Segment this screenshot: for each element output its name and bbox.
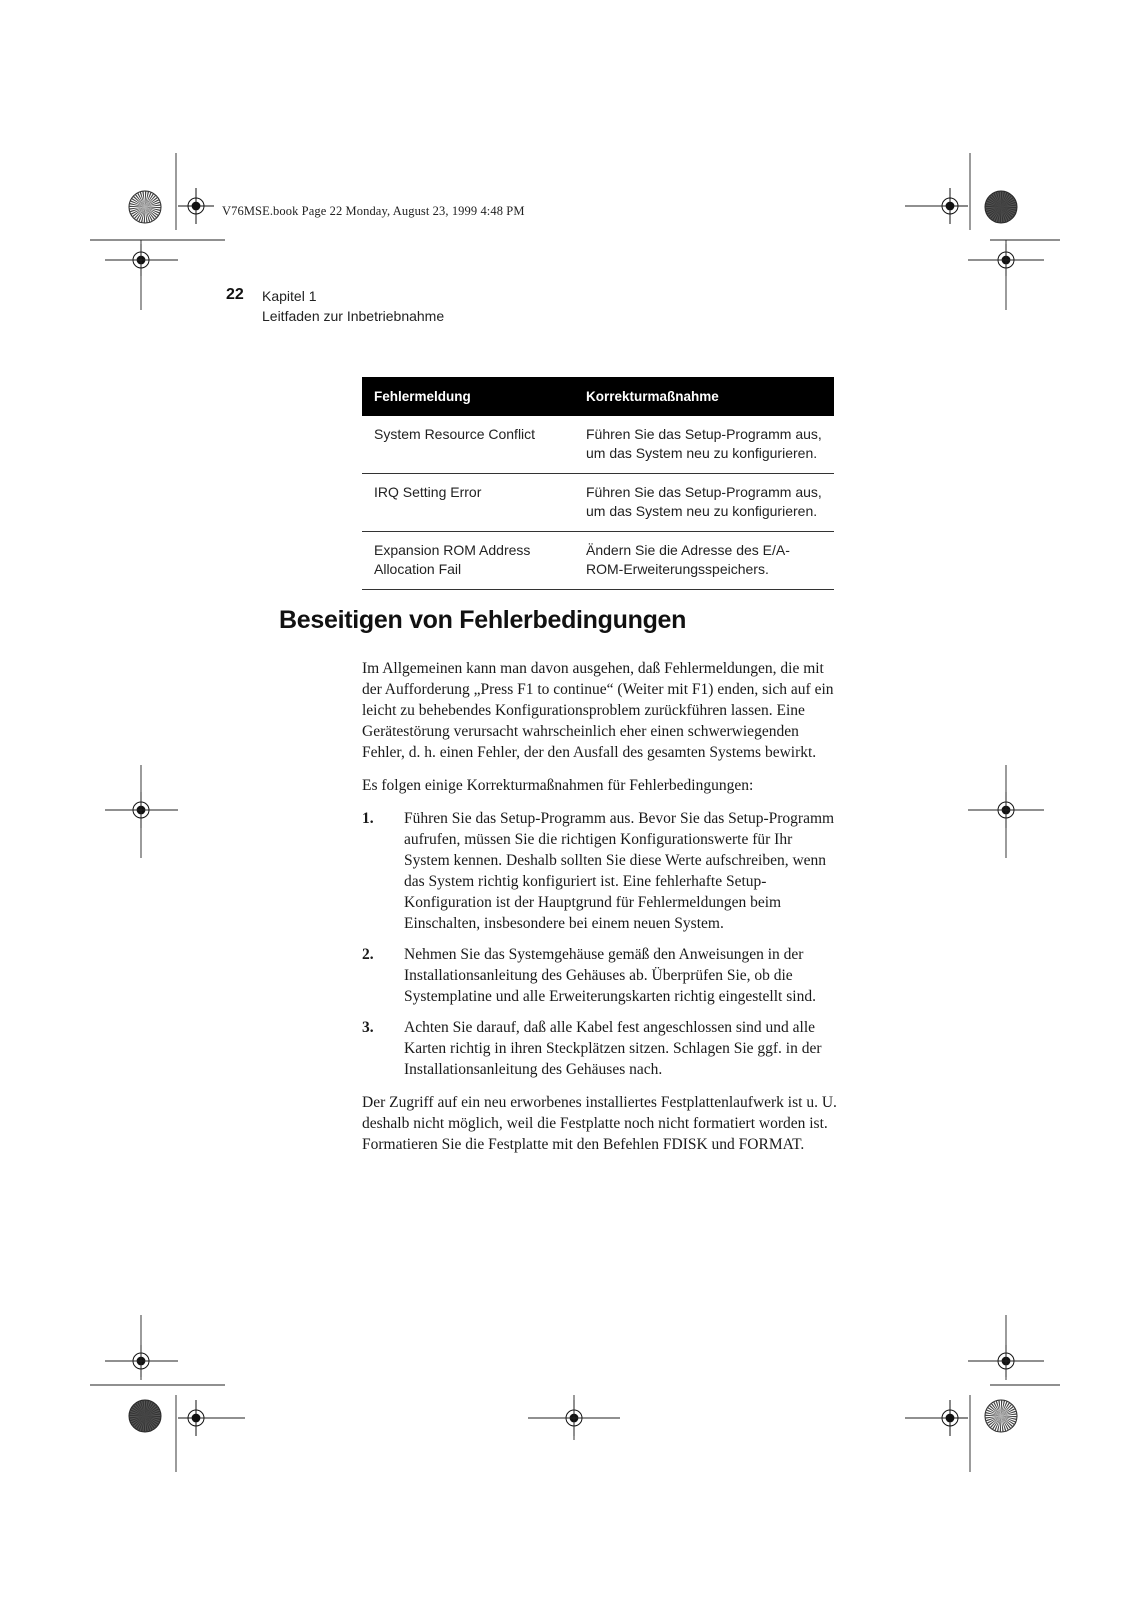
registration-starburst-icon — [985, 191, 1017, 223]
corrective-action: Ändern Sie die Adresse des E/A-ROM-Erweiterungsspeichers. — [574, 532, 834, 590]
chapter-title: Leitfaden zur Inbetriebnahme — [262, 308, 445, 324]
error-message: Expansion ROM Address Allocation Fail — [362, 532, 574, 590]
lead-paragraph: Es folgen einige Korrekturmaßnahmen für Fehlerbedingungen: — [362, 777, 754, 794]
registration-starburst-icon — [129, 1400, 161, 1432]
list-item — [362, 808, 837, 934]
error-message: System Resource Conflict — [362, 416, 574, 474]
running-header — [262, 286, 444, 326]
registration-starburst-icon — [129, 191, 161, 223]
step-text: Achten Sie darauf, daß alle Kabel fest angeschlossen sind und alle Karten richtig in ihren Steckplätzen sitzen. Schlagen Sie ggf. in der Installationsanleitung des Gehäuses nach. — [404, 1019, 822, 1078]
step-number: 1. — [362, 810, 374, 827]
intro-paragraph: Im Allgemeinen kann man davon ausgehen, daß Fehlermeldungen, die mit der Aufforderung „Press F1 to continue“ (Weiter mit F1) enden, sich auf ein leicht zu behebendes Konfigurationsproblem zurückführen lassen. Eine Gerätestörung verursacht wahrscheinlich eher einen schwerwiegenden Fehler, d. h. einen Fehler, der den Ausfall des gesamten Systems bewirkt. — [362, 660, 834, 761]
column-header-message: Fehlermeldung — [362, 377, 574, 416]
steps-list — [362, 808, 837, 1080]
list-item — [362, 944, 837, 1007]
table-row — [362, 474, 834, 532]
list-item — [362, 1017, 837, 1080]
slug-line: V76MSE.book Page 22 Monday, August 23, 1999 4:48 PM — [222, 204, 525, 218]
section-heading: Beseitigen von Fehlerbedingungen — [279, 606, 687, 634]
corrective-action: Führen Sie das Setup-Programm aus, um das System neu zu konfigurieren. — [574, 474, 834, 532]
chapter-label: Kapitel 1 — [262, 288, 317, 304]
corrective-action: Führen Sie das Setup-Programm aus, um das System neu zu konfigurieren. — [574, 416, 834, 474]
column-header-action: Korrekturmaßnahme — [574, 377, 834, 416]
step-text: Nehmen Sie das Systemgehäuse gemäß den Anweisungen in der Installationsanleitung des Gehäuses ab. Überprüfen Sie, ob die Systemplatine und alle Erweiterungskarten richtig eingestellt sind. — [404, 946, 816, 1005]
error-message: IRQ Setting Error — [362, 474, 574, 532]
crosshair-mark — [178, 188, 214, 224]
error-table — [362, 377, 834, 590]
closing-paragraph: Der Zugriff auf ein neu erworbenes installiertes Festplattenlaufwerk ist u. U. deshalb nicht möglich, weil die Festplatte noch nicht formatiert worden ist. Formatieren Sie die Festplatte mit den Befehlen FDISK und FORMAT. — [362, 1094, 837, 1153]
table-row — [362, 532, 834, 590]
step-text: Führen Sie das Setup-Programm aus. Bevor Sie das Setup-Programm aufrufen, müssen Sie die richtigen Konfigurationswerte für Ihr System kennen. Deshalb sollten Sie diese Werte aufschreiben, wenn das System richtig konfiguriert ist. Eine fehlerhafte Setup-Konfiguration ist der Hauptgrund für Fehlermeldungen beim Einschalten, insbesondere bei einem neuen System. — [404, 810, 835, 932]
step-number: 2. — [362, 946, 374, 963]
section-body — [362, 658, 837, 1167]
registration-starburst-icon — [985, 1400, 1017, 1432]
table-row — [362, 416, 834, 474]
step-number: 3. — [362, 1019, 374, 1036]
page-number: 22 — [226, 286, 244, 303]
table-header-row — [362, 377, 834, 416]
